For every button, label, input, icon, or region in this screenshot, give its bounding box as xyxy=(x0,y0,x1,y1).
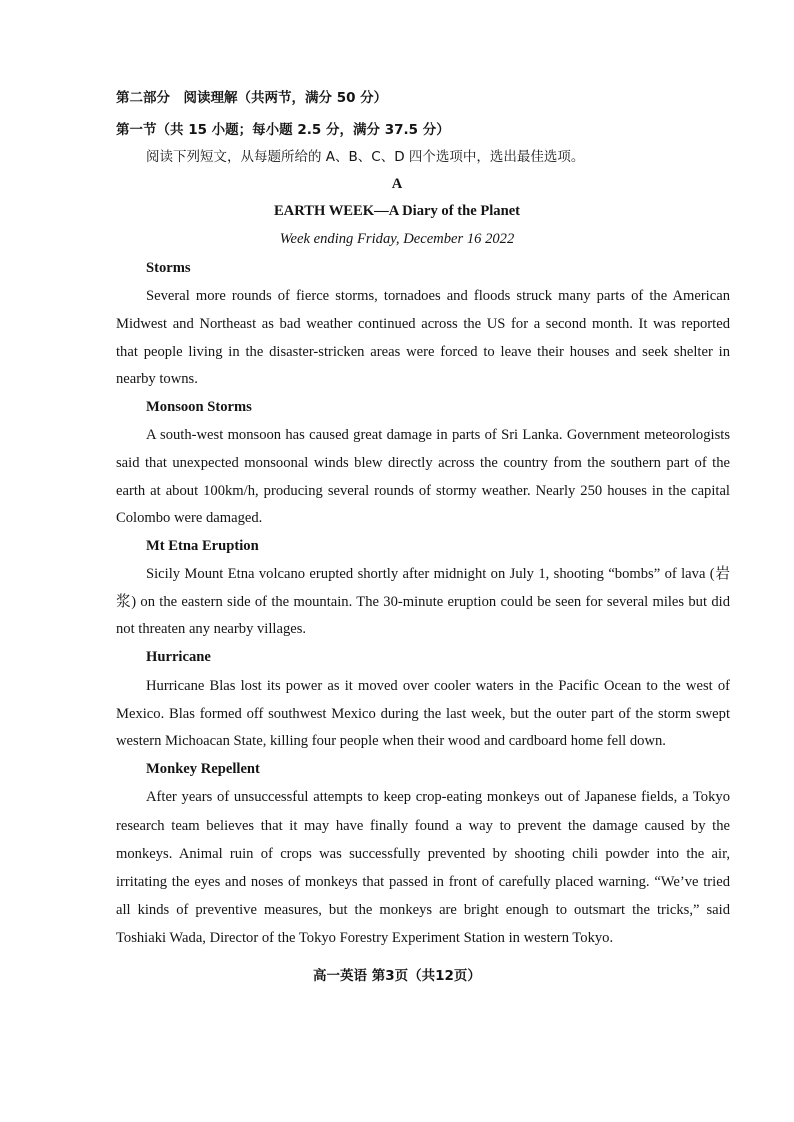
section-heading: Hurricane xyxy=(146,649,211,665)
page-footer: 高一英语 第3页（共12页） xyxy=(313,968,481,984)
text-line: all kinds of preventive measures, but the monkeys are bright enough to outsmart the tricks,” said xyxy=(116,902,730,918)
section-heading: Mt Etna Eruption xyxy=(146,538,259,554)
passage-title: EARTH WEEK—A Diary of the Planet xyxy=(273,203,521,219)
text-line: monkeys. Animal ruin of crops was successfully prevented by shooting chili powder into the air, xyxy=(116,846,730,862)
text-line: Midwest and Northeast as bad weather continued across the US for a second month. It was reported xyxy=(116,316,730,332)
text-line: not threaten any nearby villages. xyxy=(116,621,307,637)
text-line: Sicily Mount Etna volcano erupted shortly after midnight on July 1, shooting “bombs” of lava (岩 xyxy=(146,566,730,582)
passage-subtitle: Week ending Friday, December 16 2022 xyxy=(279,231,515,247)
text-line: Hurricane Blas lost its power as it moved over cooler waters in the Pacific Ocean to the west of xyxy=(146,678,730,694)
text-line: that people living in the disaster-stricken areas were forced to leave their houses and seek shelter in xyxy=(116,344,730,360)
text-line: A south-west monsoon has caused great damage in parts of Sri Lanka. Government meteorologists xyxy=(146,427,730,443)
section-heading: Monsoon Storms xyxy=(146,399,252,415)
text-line: Colombo were damaged. xyxy=(116,510,263,526)
text-line: nearby towns. xyxy=(116,371,198,387)
text-line: Several more rounds of fierce storms, tornadoes and floods struck many parts of the American xyxy=(146,288,730,304)
section-heading: Storms xyxy=(146,260,191,276)
text-line: After years of unsuccessful attempts to keep crop-eating monkeys out of Japanese fields, a Tokyo xyxy=(146,789,730,805)
passage-letter: A xyxy=(391,176,403,192)
text-line: said that unexpected monsoonal winds blew directly across the country from the southern part of the xyxy=(116,455,730,471)
text-line: Toshiaki Wada, Director of the Tokyo Forestry Experiment Station in western Tokyo. xyxy=(116,930,614,946)
text-line: 浆) on the eastern side of the mountain. The 30-minute eruption could be seen for several miles but did xyxy=(116,594,730,610)
section-title: 第一节（共 15 小题；每小题 2.5 分，满分 37.5 分） xyxy=(116,122,450,138)
text-line: research team believes that it may have finally found a way to prevent the damage caused by the xyxy=(116,818,730,834)
instructions: 阅读下列短文，从每题所给的 A、B、C、D 四个选项中，选出最佳选项。 xyxy=(146,149,585,165)
text-line: irritating the eyes and noses of monkeys that passed in front of carefully placed warning. “We’ve tried xyxy=(116,874,730,890)
text-line: earth at about 100km/h, producing several rounds of stormy weather. Nearly 250 houses in the capital xyxy=(116,483,730,499)
section-heading: Monkey Repellent xyxy=(146,761,260,777)
part-title: 第二部分 阅读理解（共两节，满分 50 分） xyxy=(116,90,388,106)
text-line: western Michoacan State, killing four people when their wood and cardboard home fell down. xyxy=(116,733,666,749)
text-line: Mexico. Blas formed off southwest Mexico during the last week, but the outer part of the storm swept xyxy=(116,706,730,722)
